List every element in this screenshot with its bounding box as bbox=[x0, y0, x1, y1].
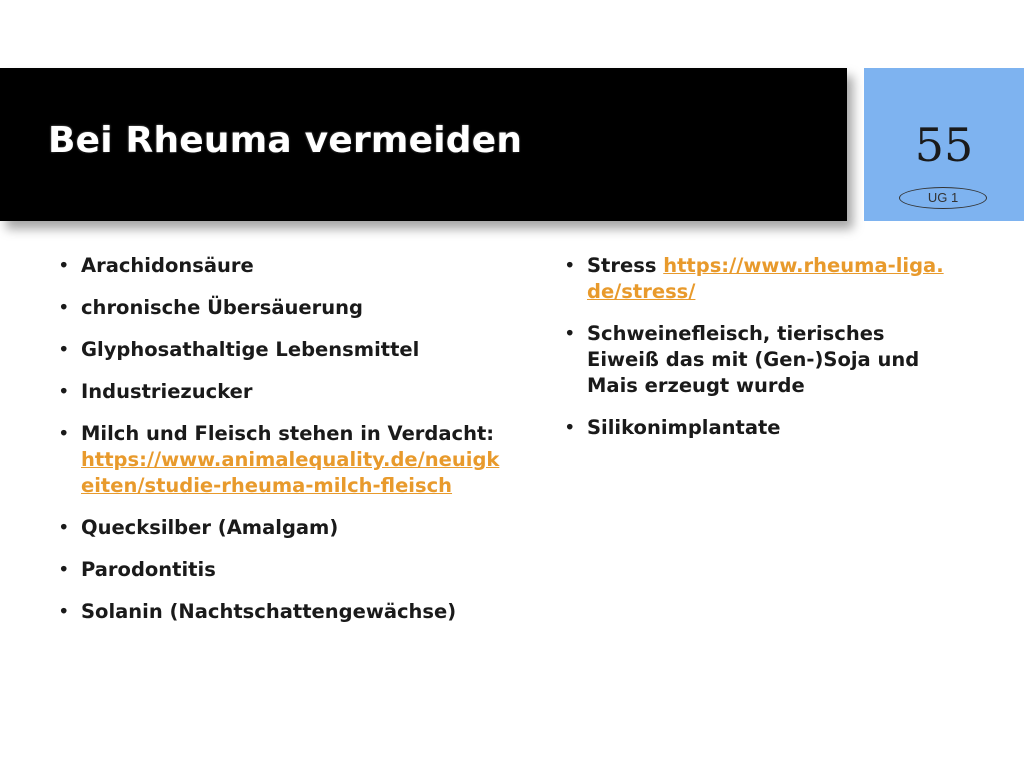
list-item bbox=[58, 337, 503, 363]
item-text: Milch und Fleisch stehen in Verdacht: bbox=[81, 422, 495, 445]
item-text: Industriezucker bbox=[81, 380, 253, 403]
list-item bbox=[58, 557, 503, 583]
list-item bbox=[564, 321, 954, 399]
item-text: Parodontitis bbox=[81, 558, 216, 581]
item-text: Solanin (Nachtschattengewächse) bbox=[81, 600, 457, 623]
section-badge: UG 1 bbox=[899, 187, 987, 209]
item-text: Silikonimplantate bbox=[587, 416, 781, 439]
list-item bbox=[58, 515, 503, 541]
list-item bbox=[564, 415, 954, 441]
item-text: chronische Übersäuerung bbox=[81, 296, 363, 319]
list-item bbox=[58, 421, 503, 499]
item-text: Schweinefleisch, tierisches Eiweiß das mit (Gen-)Soja und Mais erzeugt wurde bbox=[587, 322, 920, 397]
list-item bbox=[58, 295, 503, 321]
list-item bbox=[58, 379, 503, 405]
item-text: Arachidonsäure bbox=[81, 254, 254, 277]
slide-title: Bei Rheuma vermeiden bbox=[48, 120, 523, 161]
list-item bbox=[58, 253, 503, 279]
animalequality-link[interactable]: https://www.animalequality.de/neuigkeiten/studie-rheuma-milch-fleisch bbox=[81, 448, 500, 497]
item-text: Quecksilber (Amalgam) bbox=[81, 516, 339, 539]
list-item bbox=[58, 599, 503, 625]
left-bullet-list bbox=[58, 253, 503, 641]
item-text: Glyphosathaltige Lebensmittel bbox=[81, 338, 420, 361]
page-number: 55 bbox=[914, 118, 974, 172]
rheuma-liga-link[interactable]: https://www.rheuma-liga.de/stress/ bbox=[587, 254, 944, 303]
right-bullet-list bbox=[564, 253, 954, 457]
list-item bbox=[564, 253, 954, 305]
item-text: Stress bbox=[587, 254, 664, 277]
